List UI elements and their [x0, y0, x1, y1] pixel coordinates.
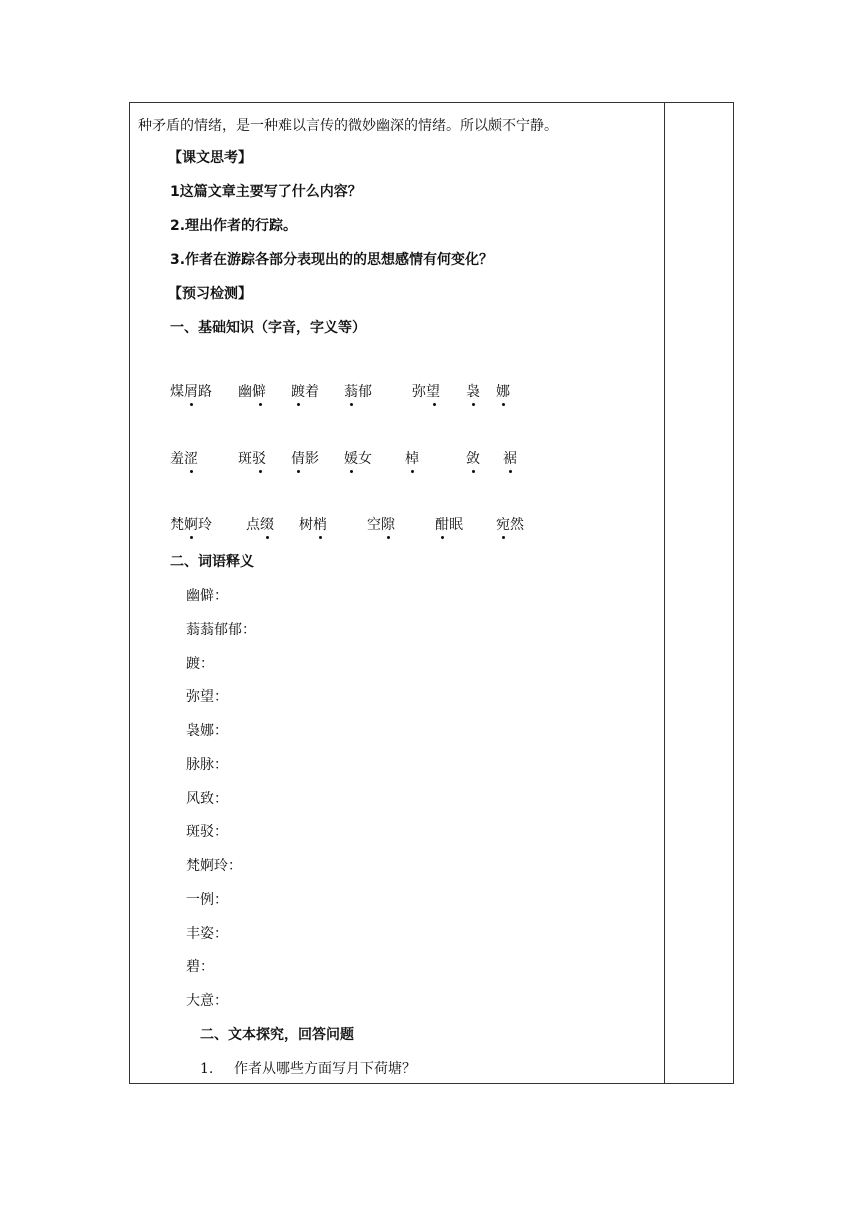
definition-item: 袅娜：: [186, 723, 228, 739]
vocab-word: 倩影: [291, 451, 319, 467]
vocab-word: 踱着: [291, 384, 319, 400]
column-divider: [664, 103, 665, 1083]
question-3: 3.作者在游踪各部分表现出的的思想感情有何变化？: [170, 252, 494, 268]
question-item: 作者从哪些方面写月下荷塘？: [234, 1061, 416, 1077]
definition-item: 碧：: [186, 959, 214, 975]
definition-item: 弥望：: [186, 689, 228, 705]
question-2: 2.理出作者的行踪。: [170, 218, 298, 234]
emphasis-dot: [297, 403, 300, 406]
emphasis-dot: [387, 536, 390, 539]
emphasis-dot: [502, 403, 505, 406]
vocab-word: 羞涩: [170, 451, 198, 467]
vocab-word: 弥望: [412, 384, 440, 400]
definition-item: 脉脉：: [186, 757, 228, 773]
emphasis-dot: [411, 470, 414, 473]
emphasis-dot: [472, 470, 475, 473]
section-heading-thinking: 【课文思考】: [168, 150, 252, 166]
definition-item: 梵婀玲：: [186, 858, 242, 874]
definition-item: 大意：: [186, 993, 228, 1009]
vocab-word: 蓊郁: [344, 384, 372, 400]
worksheet-table: [129, 102, 734, 1084]
emphasis-dot: [259, 403, 262, 406]
emphasis-dot: [190, 403, 193, 406]
emphasis-dot: [441, 536, 444, 539]
definition-item: 斑驳：: [186, 824, 228, 840]
emphasis-dot: [433, 403, 436, 406]
definition-item: 风致：: [186, 791, 228, 807]
emphasis-dot: [190, 470, 193, 473]
emphasis-dot: [509, 470, 512, 473]
definition-item: 踱：: [186, 656, 214, 672]
emphasis-dot: [350, 470, 353, 473]
vocab-word: 酣眠: [435, 517, 463, 533]
vocab-word: 裾: [503, 451, 517, 467]
emphasis-dot: [259, 470, 262, 473]
emphasis-dot: [190, 536, 193, 539]
emphasis-dot: [319, 536, 322, 539]
section-heading-preview: 【预习检测】: [168, 286, 252, 302]
list-number: 1.: [200, 1061, 214, 1077]
vocab-word: 娜: [496, 384, 510, 400]
vocab-word: 空隙: [367, 517, 395, 533]
definition-item: 蓊蓊郁郁：: [186, 622, 256, 638]
emphasis-dot: [502, 536, 505, 539]
part1-title: 一、基础知识（字音，字义等）: [170, 320, 366, 336]
vocab-word: 袅: [466, 384, 480, 400]
vocab-word: 斑驳: [238, 451, 266, 467]
vocab-word: 宛然: [496, 517, 524, 533]
vocab-word: 煤屑路: [170, 384, 212, 400]
part3-title: 二、文本探究，回答问题: [200, 1027, 354, 1043]
content-cell: [130, 103, 664, 1083]
intro-line: 种矛盾的情绪，是一种难以言传的微妙幽深的情绪。所以颇不宁静。: [138, 118, 558, 134]
vocab-word: 敛: [466, 451, 480, 467]
part2-title: 二、词语释义: [170, 554, 254, 570]
emphasis-dot: [266, 536, 269, 539]
vocab-word: 树梢: [299, 517, 327, 533]
emphasis-dot: [472, 403, 475, 406]
vocab-word: 梵婀玲: [170, 517, 212, 533]
definition-item: 幽僻：: [186, 588, 228, 604]
emphasis-dot: [297, 470, 300, 473]
definition-item: 丰姿：: [186, 926, 228, 942]
definition-item: 一例：: [186, 892, 228, 908]
question-1: 1这篇文章主要写了什么内容？: [170, 184, 362, 200]
emphasis-dot: [350, 403, 353, 406]
vocab-word: 幽僻: [238, 384, 266, 400]
vocab-word: 媛女: [344, 451, 372, 467]
vocab-word: 点缀: [246, 517, 274, 533]
vocab-word: 棹: [405, 451, 419, 467]
